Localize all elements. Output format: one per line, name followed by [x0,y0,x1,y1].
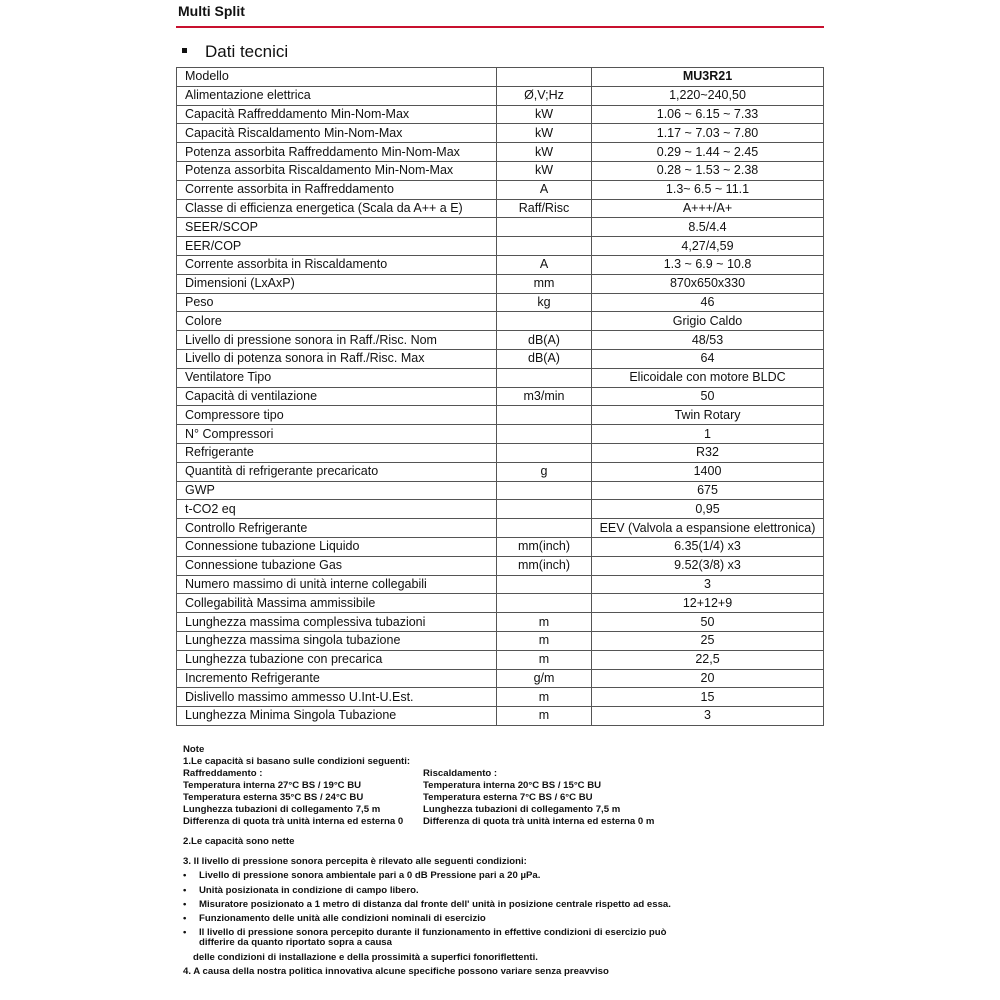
note-bullet: • Livello di pressione sonora ambientale pari a 0 dB Pressione pari a 20 µPa. [183,870,823,882]
section-title [182,42,288,62]
spec-label: Capacità Riscaldamento Min-Nom-Max [177,124,497,143]
spec-label: N° Compressori [177,425,497,444]
conditions-row [183,804,823,816]
spec-unit: kW [497,161,592,180]
spec-row [177,218,824,237]
spec-label: Livello di pressione sonora in Raff./Risc. Nom [177,331,497,350]
spec-label: Capacità Raffreddamento Min-Nom-Max [177,105,497,124]
heating-heading: Riscaldamento : [423,768,498,779]
spec-row [177,669,824,688]
spec-label: Colore [177,312,497,331]
spec-label: Dimensioni (LxAxP) [177,274,497,293]
spec-row [177,519,824,538]
spec-unit: mm [497,274,592,293]
spec-row [177,443,824,462]
spec-row [177,274,824,293]
spec-value: 9.52(3/8) x3 [592,556,824,575]
spec-row [177,537,824,556]
spec-label: Potenza assorbita Raffreddamento Min-Nom-Max [177,143,497,162]
spec-label: Ventilatore Tipo [177,368,497,387]
note-1: 1.Le capacità si basano sulle condizioni seguenti: [183,756,411,767]
spec-unit: dB(A) [497,349,592,368]
spec-value: A+++/A+ [592,199,824,218]
spec-row [177,124,824,143]
spec-unit [497,575,592,594]
spec-row [177,406,824,425]
spec-label: GWP [177,481,497,500]
spec-unit [497,594,592,613]
spec-value: 1400 [592,462,824,481]
note-continuation: delle condizioni di installazione e della prossimità a superfici fonoriflettenti. [193,952,538,963]
conditions-row [183,792,823,804]
spec-row [177,594,824,613]
spec-unit [497,312,592,331]
spec-row [177,199,824,218]
spec-unit [497,237,592,256]
spec-row [177,556,824,575]
spec-value: 4,27/4,59 [592,237,824,256]
spec-row [177,500,824,519]
note-bullet: • Il livello di pressione sonora percepito durante il funzionamento in effettive condizioni di esercizio può differire da quanto riportato sopra a causa [183,928,699,948]
cooling-heading: Raffreddamento : [183,768,263,779]
spec-row [177,255,824,274]
spec-unit [497,218,592,237]
spec-unit: m [497,707,592,726]
spec-unit: m [497,613,592,632]
cooling-line: Differenza di quota trà unità interna ed esterna 0 [183,816,404,827]
note-2: 2.Le capacità sono nette [183,836,295,847]
spec-label: Refrigerante [177,443,497,462]
spec-row [177,425,824,444]
spec-unit [497,425,592,444]
spec-value: 6.35(1/4) x3 [592,537,824,556]
spec-unit: Raff/Risc [497,199,592,218]
spec-unit: mm(inch) [497,537,592,556]
spec-row [177,387,824,406]
spec-value: 3 [592,575,824,594]
spec-value: EEV (Valvola a espansione elettronica) [592,519,824,538]
spec-value: 12+12+9 [592,594,824,613]
note-3: 3. Il livello di pressione sonora percepita è rilevato alle seguenti condizioni: [183,856,527,867]
spec-value: 1.17 ~ 7.03 ~ 7.80 [592,124,824,143]
spec-unit [497,519,592,538]
spec-row [177,481,824,500]
spec-unit: m3/min [497,387,592,406]
spec-unit [497,500,592,519]
spec-label: Compressore tipo [177,406,497,425]
spec-row [177,105,824,124]
conditions-row [183,816,823,828]
spec-label: Numero massimo di unità interne collegabili [177,575,497,594]
spec-value: 1.3 ~ 6.9 ~ 10.8 [592,255,824,274]
spec-value: 22,5 [592,650,824,669]
note-4: 4. A causa della nostra politica innovativa alcune specifiche possono variare senza preavviso [183,966,609,977]
spec-value: R32 [592,443,824,462]
spec-unit: A [497,180,592,199]
header-divider [176,26,824,28]
spec-row [177,68,824,87]
spec-value: 675 [592,481,824,500]
cooling-line: Temperatura esterna 35°C BS / 24°C BU [183,792,364,803]
spec-row [177,180,824,199]
cooling-line: Lunghezza tubazioni di collegamento 7,5 m [183,804,381,815]
spec-value: 64 [592,349,824,368]
spec-label: Incremento Refrigerante [177,669,497,688]
spec-unit: g/m [497,669,592,688]
spec-row [177,312,824,331]
spec-unit: m [497,631,592,650]
spec-label: Alimentazione elettrica [177,86,497,105]
bullet-icon [182,48,187,53]
spec-unit [497,406,592,425]
spec-label: Lunghezza massima singola tubazione [177,631,497,650]
spec-label: Connessione tubazione Liquido [177,537,497,556]
page-header-title: Multi Split [178,3,245,19]
spec-row [177,707,824,726]
spec-value: 20 [592,669,824,688]
spec-row [177,650,824,669]
section-title-text: Dati tecnici [205,42,289,61]
spec-value: 25 [592,631,824,650]
spec-row [177,237,824,256]
spec-value: 1,220~240,50 [592,86,824,105]
spec-unit: Ø,V;Hz [497,86,592,105]
spec-row [177,688,824,707]
spec-table [176,67,824,726]
spec-row [177,161,824,180]
spec-unit: g [497,462,592,481]
notes-title: Note [183,744,205,755]
spec-value: 870x650x330 [592,274,824,293]
heating-line: Lunghezza tubazioni di collegamento 7,5 m [423,804,621,815]
spec-label: Collegabilità Massima ammissibile [177,594,497,613]
spec-value: 46 [592,293,824,312]
spec-row [177,331,824,350]
spec-unit [497,481,592,500]
spec-label: Lunghezza Minima Singola Tubazione [177,707,497,726]
spec-unit: kW [497,124,592,143]
spec-label: Quantità di refrigerante precaricato [177,462,497,481]
cooling-line: Temperatura interna 27°C BS / 19°C BU [183,780,362,791]
spec-row [177,631,824,650]
spec-value: Grigio Caldo [592,312,824,331]
spec-label: EER/COP [177,237,497,256]
spec-value: 15 [592,688,824,707]
spec-row [177,349,824,368]
spec-unit: m [497,650,592,669]
spec-value: 0,95 [592,500,824,519]
spec-label: SEER/SCOP [177,218,497,237]
spec-value: 8.5/4.4 [592,218,824,237]
spec-value: 1.06 ~ 6.15 ~ 7.33 [592,105,824,124]
spec-label: Dislivello massimo ammesso U.Int-U.Est. [177,688,497,707]
spec-unit: kW [497,105,592,124]
spec-unit: A [497,255,592,274]
spec-label: Capacità di ventilazione [177,387,497,406]
spec-label: Lunghezza massima complessiva tubazioni [177,613,497,632]
spec-label: Classe di efficienza energetica (Scala da A++ a E) [177,199,497,218]
spec-value: MU3R21 [592,68,824,87]
note-bullet: • Misuratore posizionato a 1 metro di distanza dal fronte dell' unità in posizione centrale rispetto ad essa. [183,900,699,910]
spec-label: Controllo Refrigerante [177,519,497,538]
spec-unit: dB(A) [497,331,592,350]
spec-value: 0.29 ~ 1.44 ~ 2.45 [592,143,824,162]
heating-line: Temperatura esterna 7°C BS / 6°C BU [423,792,593,803]
spec-row [177,613,824,632]
spec-value: 1.3~ 6.5 ~ 11.1 [592,180,824,199]
notes-section [183,744,823,978]
spec-label: Corrente assorbita in Riscaldamento [177,255,497,274]
spec-value: 0.28 ~ 1.53 ~ 2.38 [592,161,824,180]
spec-label: t-CO2 eq [177,500,497,519]
note-bullet: • Unità posizionata in condizione di campo libero. [183,885,823,897]
spec-label: Potenza assorbita Riscaldamento Min-Nom-Max [177,161,497,180]
conditions-row [183,780,823,792]
spec-row [177,86,824,105]
spec-label: Connessione tubazione Gas [177,556,497,575]
spec-row [177,293,824,312]
spec-value: Elicoidale con motore BLDC [592,368,824,387]
spec-value: 50 [592,613,824,632]
spec-label: Modello [177,68,497,87]
heating-line: Differenza di quota trà unità interna ed esterna 0 m [423,816,655,827]
spec-label: Corrente assorbita in Raffreddamento [177,180,497,199]
spec-unit [497,443,592,462]
spec-label: Livello di potenza sonora in Raff./Risc. Max [177,349,497,368]
spec-label: Lunghezza tubazione con precarica [177,650,497,669]
spec-value: 50 [592,387,824,406]
spec-unit: kg [497,293,592,312]
spec-unit [497,368,592,387]
spec-table-body [177,68,824,726]
spec-row [177,462,824,481]
spec-label: Peso [177,293,497,312]
spec-unit: m [497,688,592,707]
note-bullet: • Funzionamento delle unità alle condizioni nominali di esercizio [183,913,823,925]
spec-unit [497,68,592,87]
spec-unit: kW [497,143,592,162]
spec-value: 1 [592,425,824,444]
heating-line: Temperatura interna 20°C BS / 15°C BU [423,780,602,791]
spec-value: 48/53 [592,331,824,350]
spec-row [177,143,824,162]
spec-value: 3 [592,707,824,726]
conditions-heading-row [183,768,823,780]
spec-value: Twin Rotary [592,406,824,425]
spec-unit: mm(inch) [497,556,592,575]
spec-row [177,368,824,387]
spec-row [177,575,824,594]
